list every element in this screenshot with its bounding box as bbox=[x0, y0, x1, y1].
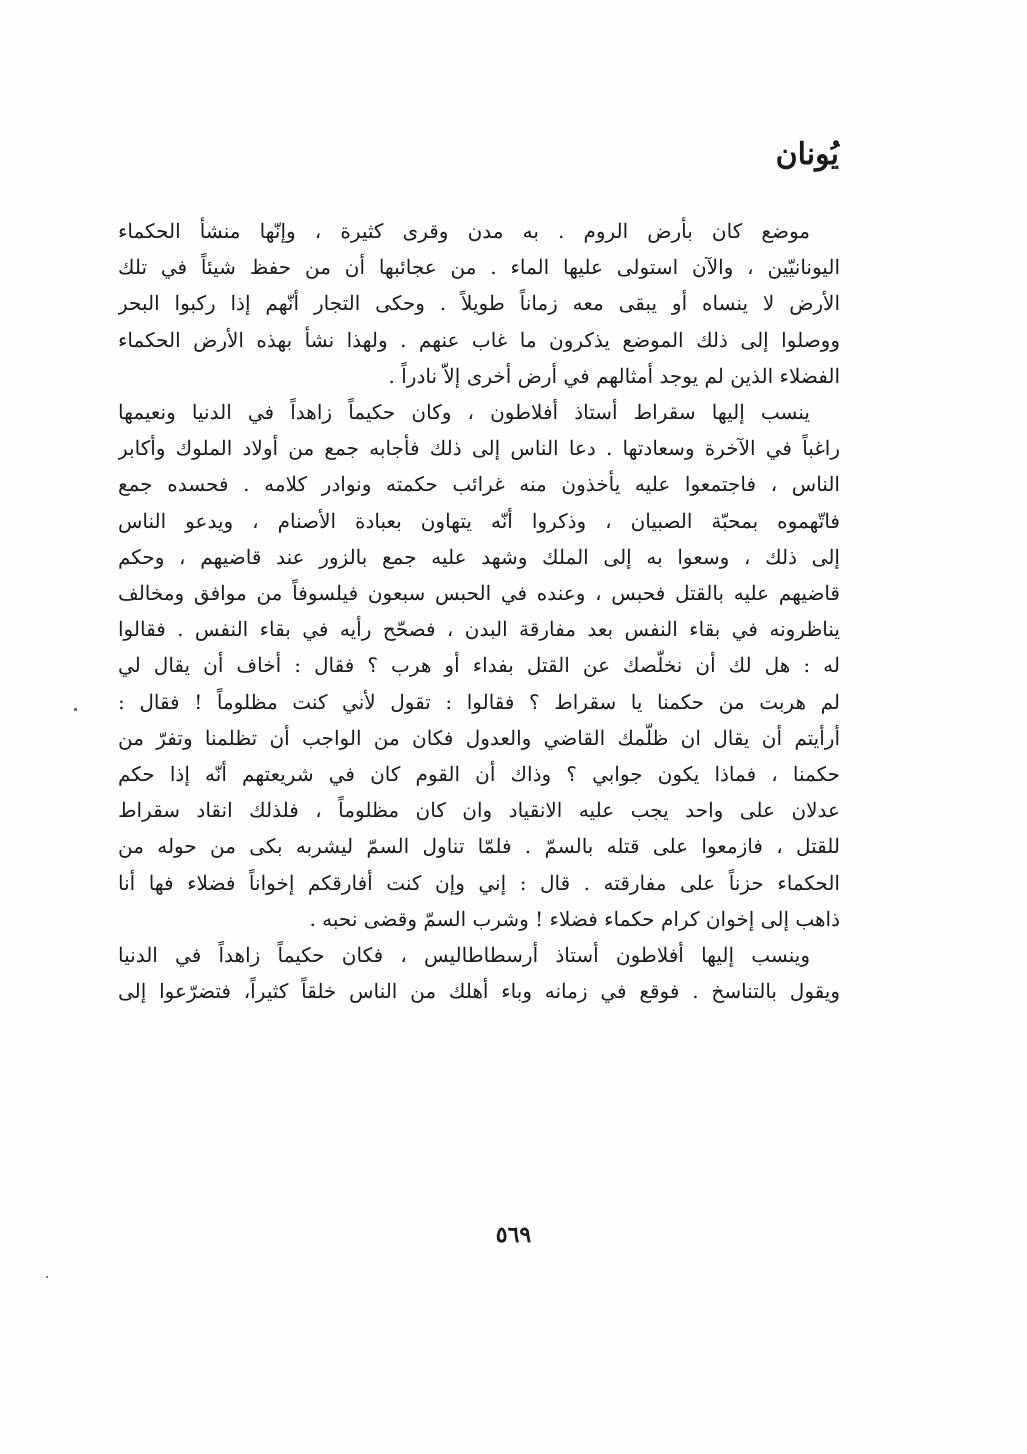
text-line: قاضيهم عليه بالقتل فحبس ، وعنده في الحبس سبعون فيلسوفاً من موافق ومخالف bbox=[118, 581, 840, 606]
body-text bbox=[118, 213, 840, 1009]
text-line: يناظرونه في بقاء النفس بعد مفارقة البدن ، فصحّح رأيه في بقاء النفس . فقالوا bbox=[118, 617, 840, 642]
text-line: إلى ذلك ، وسعوا به إلى الملك وشهد عليه جمع بالزور عند قاضيهم ، وحكم bbox=[118, 544, 840, 569]
text-line: للقتل ، فازمعوا على قتله بالسمّ . فلمّا تناول السمّ ليشربه بكى من حوله من bbox=[118, 834, 840, 859]
text-line: ويقول بالتناسخ . فوقع في زمانه وباء أهلك من الناس خلقاً كثيراً، فتضرّعوا إلى bbox=[118, 979, 840, 1004]
paragraph-2 bbox=[118, 394, 840, 937]
text-line: عدلان على واحد يجب عليه الانقياد وان كان مظلوماً ، فلذلك انقاد سقراط bbox=[118, 798, 840, 823]
page-number: ٥٦٩ bbox=[495, 1222, 532, 1248]
text-line: اليونانيّين ، والآن استولى عليها الماء . من عجائبها أن من حفظ شيئاً في تلك bbox=[118, 255, 840, 280]
text-line: ينسب إليها سقراط أستاذ أفلاطون ، وكان حكيماً زاهداً في الدنيا ونعيمها bbox=[118, 400, 810, 425]
text-line: الحكماء حزناً على مفارقته . قال : إني وإن كنت أفارقكم إخواناً فضلاء فها أنا bbox=[118, 870, 840, 895]
text-line: موضع كان بأرض الروم . به مدن وقرى كثيرة ، وإنّها منشأ الحكماء bbox=[118, 219, 810, 243]
paragraph-3 bbox=[118, 937, 840, 1009]
text-line: الأرض لا ينساه أو يبقى معه زماناً طويلاً . وحكى التجار أنّهم إذا ركبوا البحر bbox=[118, 291, 840, 316]
text-line: وينسب إليها أفلاطون أستاذ أرسطاطاليس ، فكان حكيماً زاهداً في الدنيا bbox=[118, 943, 811, 968]
text-line: ووصلوا إلى ذلك الموضع يذكرون ما غاب عنهم . ولهذا نشأ بهذه الأرض الحكماء bbox=[118, 327, 840, 352]
text-line: أرأيتم أن يقال ان ظلّمك القاضي والعدول فكان من الواجب أن تظلمنا وتفرّ من bbox=[118, 725, 840, 750]
text-line: له : هل لك أن نخلّصك عن القتل بفداء أو هرب ؟ فقال : أخاف أن يقال لي bbox=[118, 653, 840, 678]
text-line: حكمنا ، فماذا يكون جوابي ؟ وذاك أن القوم كان في شريعتهم أنّه إذا حكم bbox=[118, 762, 840, 787]
text-line: لم هربت من حكمنا يا سقراط ؟ فقالوا : تقول لأني كنت مظلوماً ! فقال : bbox=[118, 689, 840, 714]
scan-speck bbox=[74, 708, 77, 711]
page-heading: يُونان bbox=[775, 137, 839, 172]
paragraph-1 bbox=[118, 213, 840, 394]
text-line: ذاهب إلى إخوان كرام حكماء فضلاء ! وشرب السمّ وقضى نحبه . bbox=[309, 906, 840, 931]
text-line: راغباً في الآخرة وسعادتها . دعا الناس إلى ذلك فأجابه جمع من أولاد الملوك وأكابر bbox=[118, 436, 840, 461]
scan-speck bbox=[46, 1276, 48, 1278]
text-line: الناس ، فاجتمعوا عليه يأخذون منه غرائب حكمته ونوادر كلامه . فحسده جمع bbox=[118, 472, 840, 497]
text-line: الفضلاء الذين لم يوجد أمثالهم في أرض أخرى إلاّ نادراً . bbox=[388, 363, 840, 388]
text-line: فاتّهموه بمحبّة الصبيان ، وذكروا أنّه يتهاون بعبادة الأصنام ، ويدعو الناس bbox=[118, 508, 840, 533]
